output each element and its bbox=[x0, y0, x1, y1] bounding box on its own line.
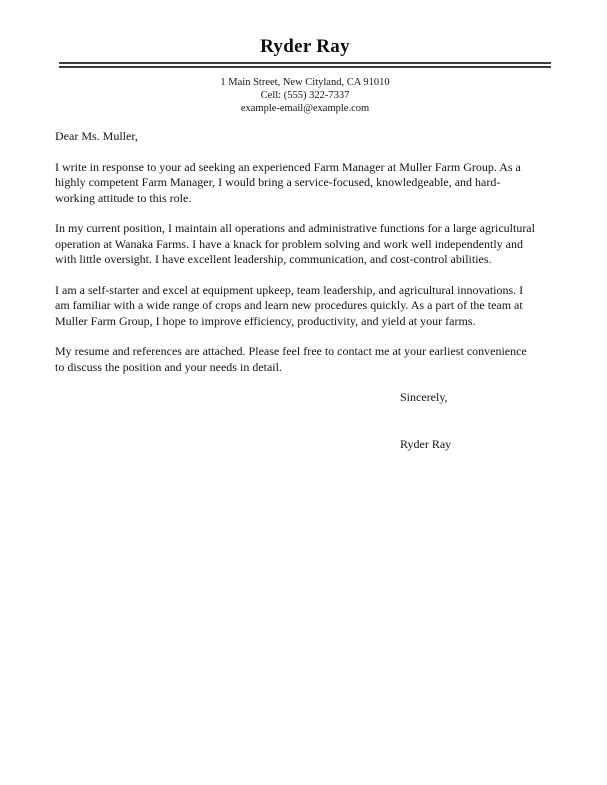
contact-phone: Cell: (555) 322-7337 bbox=[260, 90, 350, 101]
body-paragraph-3: I am a self-starter and excel at equipment upkeep, team leadership, and agricultural innovations. I am familiar with a wide range of crops and learn new procedures quickly. As a part of the team at Muller Farm Group, I hope to improve efficiency, productivity, and yield at your farms. bbox=[55, 282, 524, 328]
closing: Sincerely, bbox=[400, 390, 448, 404]
contact-email: example-email@example.com bbox=[240, 103, 370, 114]
contact-address: 1 Main Street, New Cityland, CA 91010 bbox=[220, 77, 390, 88]
letterhead bbox=[55, 36, 555, 115]
body-paragraph-1: I write in response to your ad seeking an experienced Farm Manager at Muller Farm Group. As a highly competent Farm Manager, I would bring a service-focused, knowledgeable, and hard-working attitude to this role. bbox=[55, 159, 521, 205]
body-paragraph-4: My resume and references are attached. Please feel free to contact me at your earliest convenience to discuss the position and your needs in detail. bbox=[55, 344, 527, 374]
signature-block bbox=[400, 390, 539, 452]
letterhead-divider bbox=[59, 62, 551, 68]
salutation: Dear Ms. Muller, bbox=[55, 129, 138, 143]
body-paragraph-2: In my current position, I maintain all operations and administrative functions for a large agricultural operation at Wanaka Farms. I have a knack for problem solving and work well independently and with little oversight. I have excellent leadership, communication, and cost-control abilities. bbox=[55, 221, 535, 266]
signature-name: Ryder Ray bbox=[400, 436, 452, 451]
contact-block bbox=[55, 76, 555, 115]
letter-body bbox=[55, 129, 539, 452]
letterhead-name: Ryder Ray bbox=[260, 36, 350, 57]
